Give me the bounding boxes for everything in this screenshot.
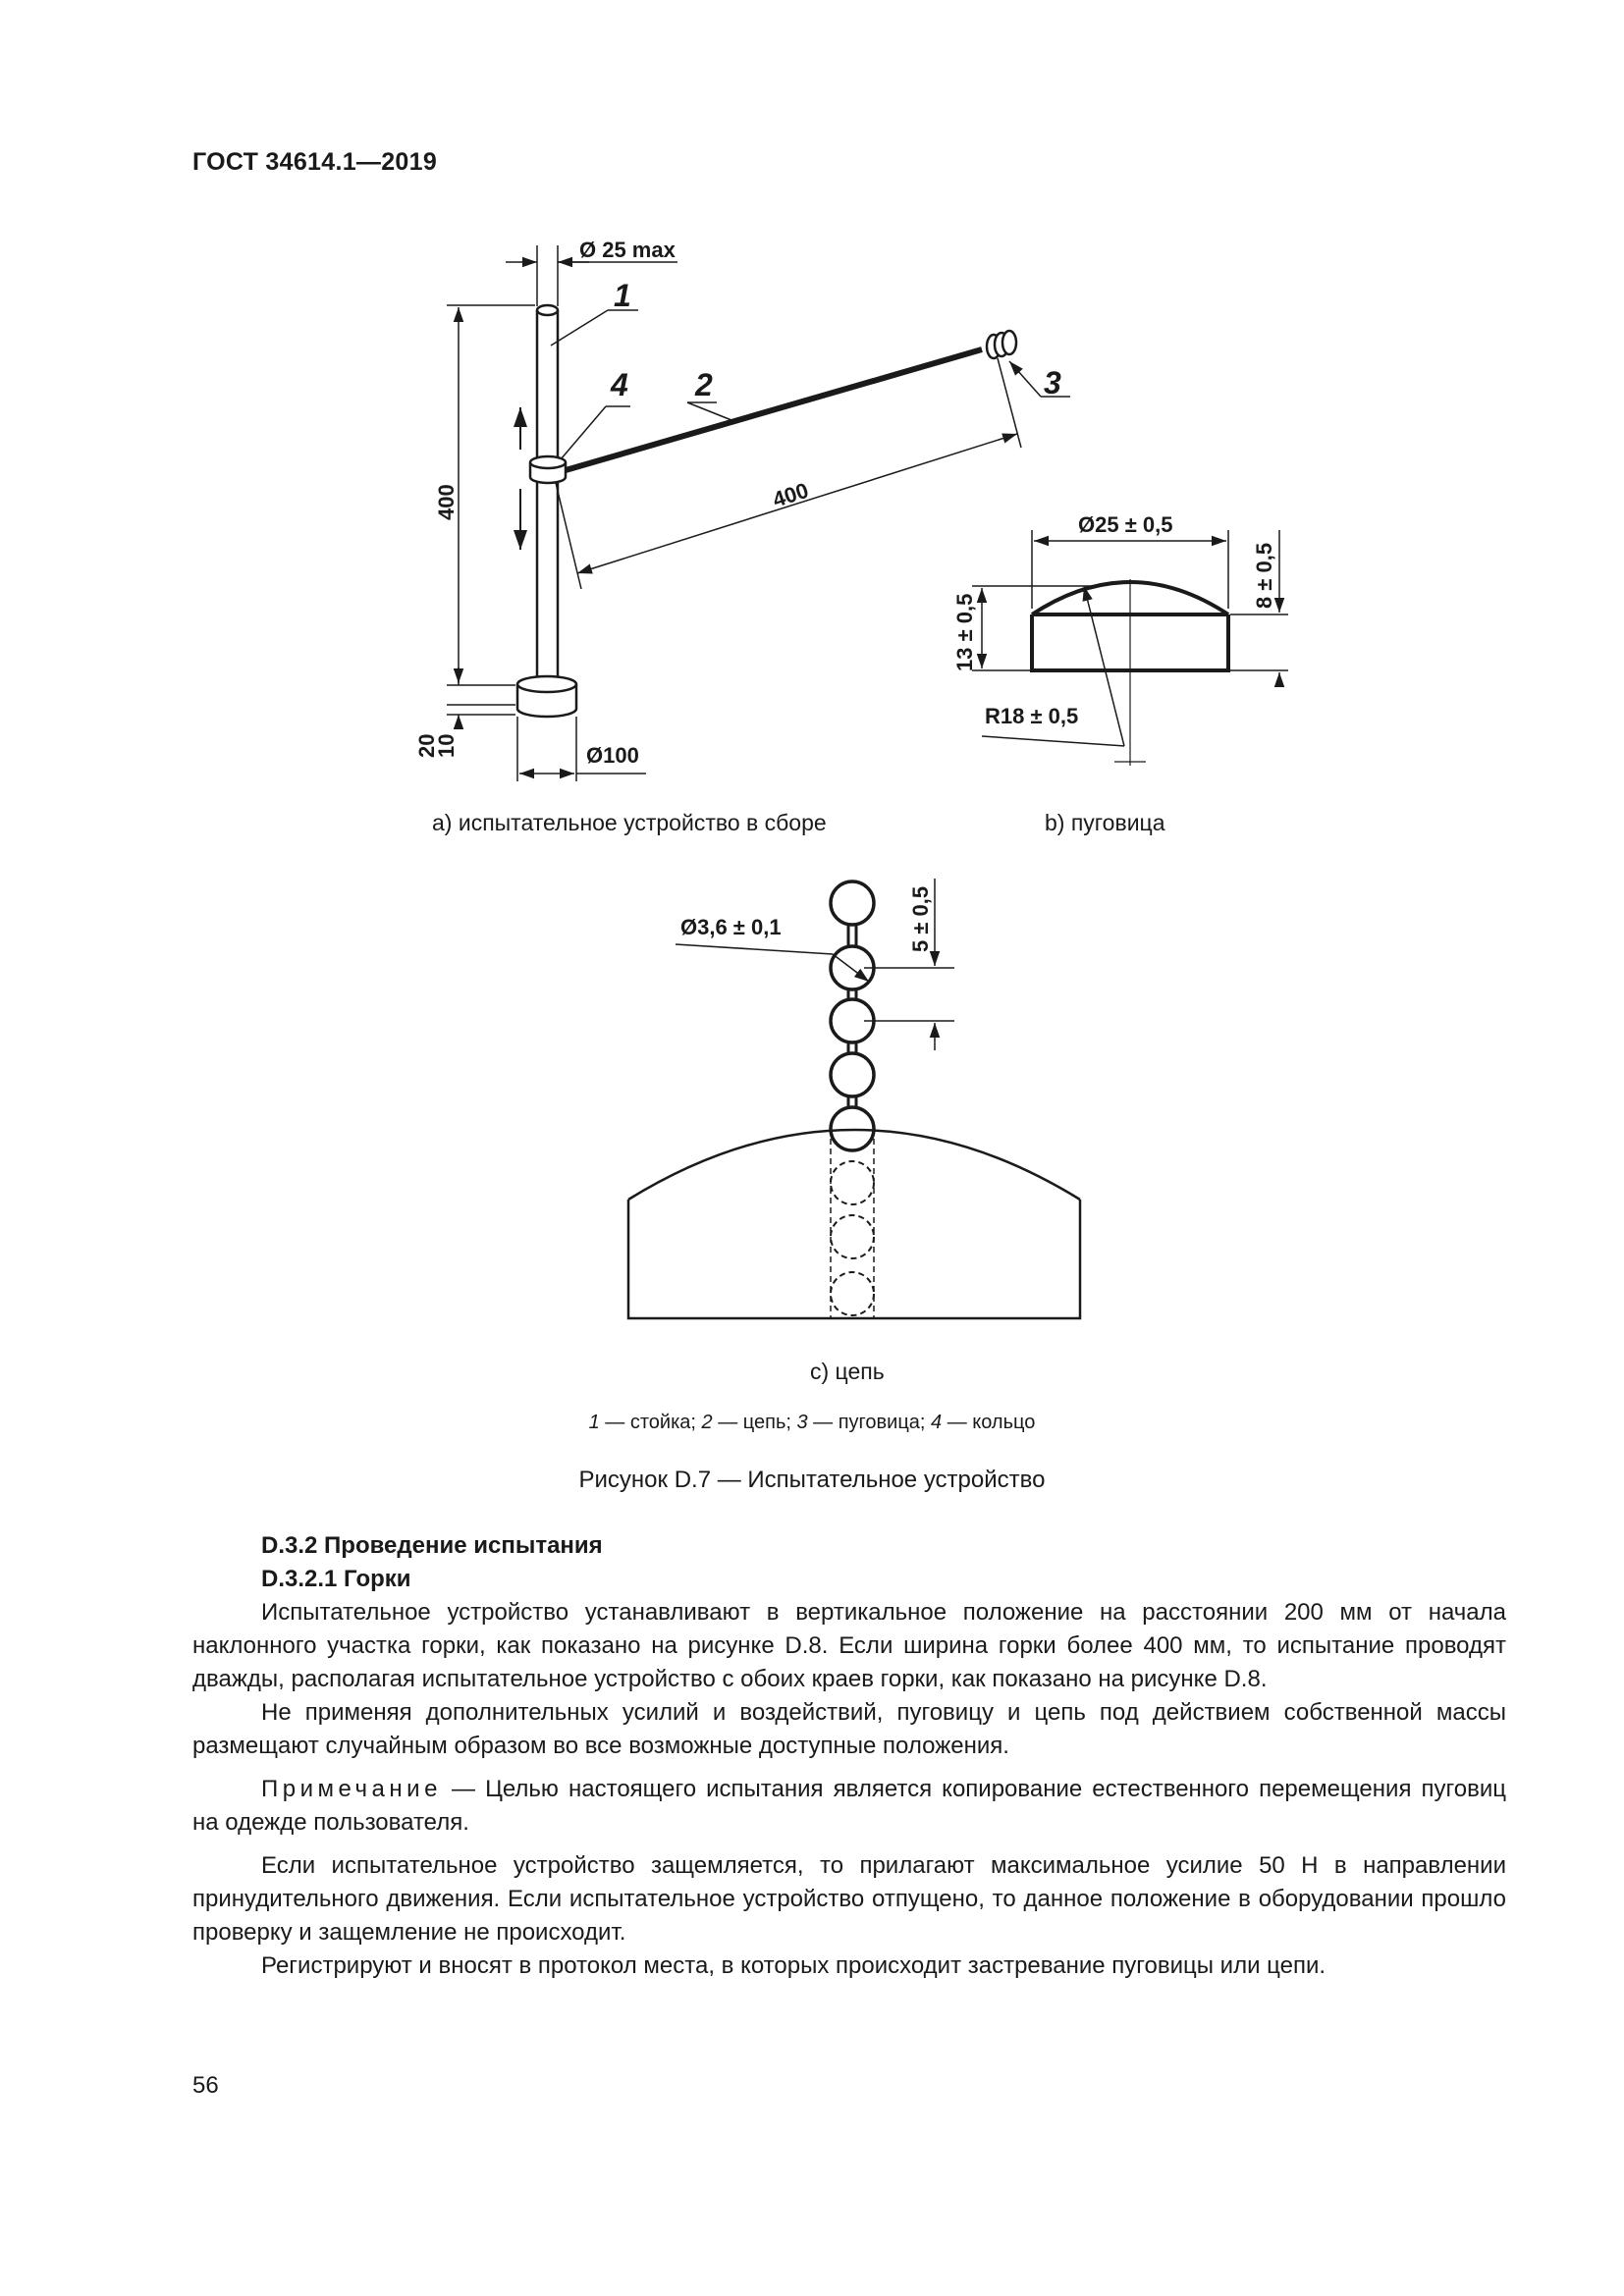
chain-drawing xyxy=(628,879,1080,1318)
paragraph-4: Регистрируют и вносят в протокол места, в которых происходит застревание пуговицы или цепи. xyxy=(261,1952,1326,1979)
legend-num-1: 1 xyxy=(588,1412,600,1433)
legend-num-3: 3 xyxy=(796,1412,808,1433)
dim-20: 20 xyxy=(414,733,439,758)
body-text xyxy=(192,1529,1506,1983)
legend-num-4: 4 xyxy=(931,1412,943,1433)
part-label-4: 4 xyxy=(611,367,628,402)
caption-a: а) испытательное устройство в сборе xyxy=(432,810,827,835)
document-code-header: ГОСТ 34614.1—2019 xyxy=(192,148,438,176)
dim-chain-length: 400 xyxy=(769,477,812,512)
page-number: 56 xyxy=(192,2072,219,2099)
figure-legend xyxy=(0,1412,1624,1434)
dim-radius: R18 ± 0,5 xyxy=(985,704,1079,728)
test-device-assembly xyxy=(447,245,1070,781)
dim-10: 10 xyxy=(434,733,459,758)
dim-cap-height: 8 ± 0,5 xyxy=(1252,542,1276,609)
dim-ball-diameter: Ø3,6 ± 0,1 xyxy=(680,915,782,939)
caption-c: с) цепь xyxy=(810,1359,885,1384)
figure-title: Рисунок D.7 — Испытательное устройство xyxy=(578,1467,1046,1493)
paragraph-3: Если испытательное устройство защемляется, то прилагают максимальное усилие 50 Н в направлении принудительного движения. Если испытательное устройство отпущено, то данное положение в оборудовании прошло проверку и защемление не происходит. xyxy=(192,1852,1506,1946)
legend-text-1: — стойка; xyxy=(599,1412,702,1433)
note xyxy=(192,1773,1506,1840)
legend-text-4: — кольцо xyxy=(942,1412,1036,1433)
part-label-1: 1 xyxy=(614,278,631,313)
note-label: Примечание xyxy=(261,1776,442,1802)
dim-button-height: 13 ± 0,5 xyxy=(952,593,977,671)
button-profile-drawing xyxy=(972,530,1288,766)
paragraph-2: Не применяя дополнительных усилий и воздействий, пуговицу и цепь под действием собственной массы размещают случайным образом во все возможные доступные положения. xyxy=(192,1699,1506,1759)
note-text: — Целью настоящего испытания является копирование естественного перемещения пуговиц на одежде пользователя. xyxy=(192,1776,1506,1836)
section-heading: D.3.2 Проведение испытания xyxy=(261,1532,603,1559)
legend-text-2: — цепь; xyxy=(712,1412,797,1433)
dim-height: 400 xyxy=(434,484,459,520)
dim-pitch: 5 ± 0,5 xyxy=(908,885,933,952)
subsection-heading: D.3.2.1 Горки xyxy=(261,1566,411,1592)
part-label-3: 3 xyxy=(1044,365,1061,400)
legend-text-3: — пуговица; xyxy=(807,1412,932,1433)
caption-b: b) пуговица xyxy=(1045,810,1165,835)
dim-diameter-top: Ø 25 max xyxy=(579,238,676,262)
dim-base-diameter: Ø100 xyxy=(586,743,639,768)
legend-num-2: 2 xyxy=(701,1412,713,1433)
dim-button-diameter: Ø25 ± 0,5 xyxy=(1078,512,1173,537)
part-label-2: 2 xyxy=(695,367,713,402)
paragraph-1: Испытательное устройство устанавливают в вертикальное положение на расстоянии 200 мм от начала наклонного участка горки, как показано на рисунке D.8. Если ширина горки более 400 мм, то испытание проводят дважды, располагая испытательное устройство с обоих краев горки, как показано на рисунке D.8. xyxy=(192,1599,1506,1692)
